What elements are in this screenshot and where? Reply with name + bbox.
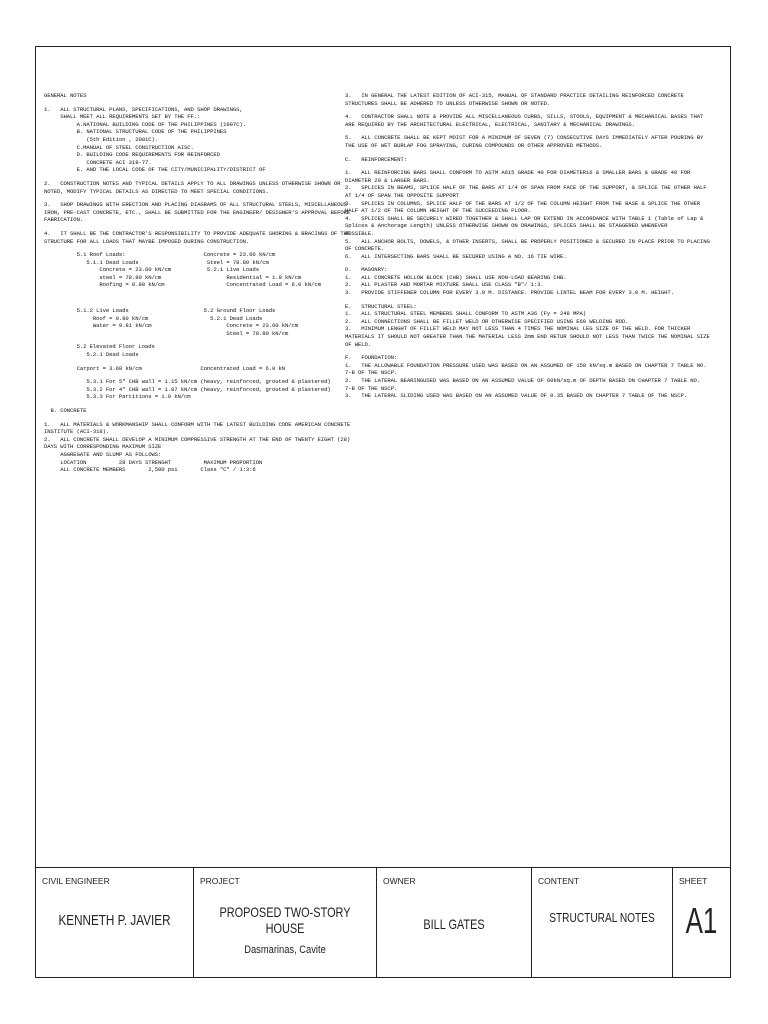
note-line: 1. ALL STRUCTURAL STEEL MEMBERS SHALL CONFORM TO ASTM A36 (Fy = 248 MPA) [345,310,587,318]
note-line: Splices & Anchorage Length) UNLESS OTHERWISE SHOWN ON DRAWINGS, SPLICES SHALL BE STAGGERED WHENEVER [345,222,668,230]
note-line: Steel = 78.80 kN/cm [44,329,289,337]
note-line: 1. THE ALLOWABLE FOUNDATION PRESSURE USED WAS BASED ON AN ASSUMED OF 150 kN/sq.m BASED ON CHAPTER 7 TABLE NO. [345,361,707,369]
note-line: 6. ALL INTERSECTING BARS SHALL BE SECURED USING A NO. 16 TIE WIRE. [345,252,567,260]
note-line: CONCRETE ACI 318-77. [44,158,152,166]
civil-engineer-cell [36,868,194,978]
note-line: A.NATIONAL BUILDING CODE OF THE PHILIPPINES (1997C). [44,120,246,128]
note-line: Roof = 0.80 kN/cm 5.2.1 Dead Loads [44,314,263,322]
note-line: 3. IN GENERAL THE LATEST EDITION OF ACI-315, MANUAL OF STANDARD PRACTICE DETAILING REINFORCED CONCRETE [345,92,684,99]
note-line: 5.1.1 Dead Loads Steel = 78.80 kN/cm [44,258,269,266]
sheet-number: A1 [685,900,718,941]
note-line: 4. IT SHALL BE THE CONTRACTOR'S RESPONSIBILITY TO PROVIDE ADEQUATE SHORING & BRACINGS OF THE [44,229,351,237]
note-line: 2. ALL CONNECTIONS SHALL BE FILLET WELD OR OTHERWISE SPECIFIED USING E60 WELDING ROD. [345,317,629,325]
sheet-label: SHEET [679,876,708,886]
note-line: E. AND THE LOCAL CODE OF THE CITY/MUNICIPALITY/DISTRICT OF [44,166,266,174]
owner-cell [377,868,532,978]
note-line: AT 1/4 OF SPAN THE OPPOSITE SUPPORT [345,191,459,199]
note-line: 5.3.3 For Partitions = 1.0 kN/cm [44,393,191,401]
note-line: 5.1.2 Live Loads 5.2 Ground Floor Loads [44,307,276,315]
note-line: B. NATIONAL STRUCTURAL CODE OF THE PHILIPPINES [44,128,227,136]
note-line: 4. SPLICES SHALL BE SECURELY WIRED TOGETHER & SHALL LAP OR EXTEND IN ACCORDANCE WITH TABLE 1 (Table of Lap & [345,214,704,222]
owner-label: OWNER [383,876,416,886]
note-line: OF CONCRETE. [345,245,385,253]
note-line: GENERAL NOTES [44,92,87,99]
note-line: steel = 78.80 kN/cm Residential = 1.9 kN/cm [44,273,302,281]
note-line: 2. ALL PLASTER AND MORTAR MIXTURE SHALL USE CLASS "B"/ 1:3. [345,281,544,289]
project-name: PROPOSED TWO-STORY HOUSE [219,904,351,936]
note-line: 2. THE LATERAL BEARINGUSED WAS BASED ON AN ASSUMED VALUE OF 60kN/sq.m OF DEPTH BASED ON CHAPTER 7 TABLE NO. [345,377,700,384]
note-line: 7-B OF THE NSCP. [345,369,398,377]
note-line: 7-B OF THE NSCP. [345,384,398,392]
note-line: DAYS WITH CORRESPONDING MAXIMUM SIZE [44,443,162,451]
note-line: 4. CONTRACTOR SHALL NOTE & PROVIDE ALL MISCELLANEOUS CURBS, SILLS, STOOLS, EQUIPMENT & MECHANICAL BASES THAT [345,113,704,121]
note-line: 5.3.1 For 5" CHB wall = 1.15 kN/cm (heavy, reinforced, grouted & plastered) [44,378,331,386]
note-line: D. MASONRY: [345,266,388,274]
sheet-cell [673,868,730,978]
note-line: FABRICATION. [44,216,84,224]
note-line: 3. PROVIDE STIFFENER COLUMN FOR EVERY 3.0 M. DISTANCE. PROVIDE LINTEL BEAM FOR EVERY 3.0 M. HEIGHT. [345,289,674,297]
note-line: Water = 9.81 kN/cm Concrete = 23.60 kN/cm [44,322,299,330]
note-line: LOCATION 28 DAYS STRENGHT MAXIMUM PROPORTION [44,458,263,466]
note-line: 1. ALL REINFORCING BARS SHALL CONFORM TO ASTM A615 GRADE 40 FOR DIAMETER16 & SMALLER BARS & GRADE 40 FOR [345,169,691,177]
note-line: B. CONCRETE [44,407,87,414]
note-line: 2. ALL CONCRETE SHALL DEVELOP A MINIMUM COMPRESSIVE STRENGTH AT THE END OF TWENTY EIGHT (28) [44,435,351,443]
note-line: 5.1 Roof Loads: Concrete = 23.60 kN/cm [44,251,276,259]
note-line: 3. SHOP DRAWINGS WITH ERECTION AND PLACING DIAGRAMS OF ALL STRUCTURAL STEELS, MISCELLANEOUS [44,201,347,209]
note-line: Carport = 3.60 kN/cm Concentrated Load = 6.0 kN [44,364,286,372]
note-line: 1. ALL MATERIALS & WORKMANSHIP SHALL CONFORM WITH THE LATEST BUILDING CODE AMERICAN CONCRETE [44,420,351,428]
note-line: HALF AT 1/2 OF THE COLUMN HEIGHT OF THE SUCCEEDING FLOOR. [345,207,531,215]
note-line: 2. SPLICES IN BEAMS, SPLICE HALF OF THE BARS AT 1/4 OF SPAN FROM FACE OF THE SUPPORT, & SPLICE THE OTHER HALF [345,184,707,192]
notes-column-left [44,92,351,474]
note-line: C. REINFORCEMENT: [345,155,407,163]
note-line: AGGREGATE AND SLUMP AS FOLLOWS: [44,450,162,458]
note-line: 1. ALL CONCRETE HOLLOW BLOCK (CHB) SHALL USE NON-LOAD BEARING CHB. [345,273,567,281]
note-line: DIAMETER 20 & LARGER BARS. [345,176,430,184]
title-block [36,867,730,978]
note-line: POSSIBLE. [345,229,375,237]
note-line: 1. ALL STRUCTURAL PLANS, SPECIFICATIONS, AND SHOP DRAWINGS, [44,105,243,113]
note-line: 5. ALL CONCRETE SHALL BE KEPT MOIST FOR A MINIMUM OF SEVEN (7) CONSECUTIVE DAYS IMMEDIATELY AFTER POURING BY [345,134,704,142]
notes-column-right [345,92,710,400]
owner-name: BILL GATES [423,916,485,932]
note-line: OF WELD. [345,340,372,348]
note-line: 3. MINIMUM LENGHT OF FILLET WELD MAY NOT LESS THAN 4 TIMES THE NOMINAL LEG SIZE OF THE WELD. FOR THICKER [345,325,691,333]
note-line: 3. THE LATERAL SLIDING USED WAS BASED ON AN ASSUMED VALUE OF 0.35 BASED ON CHAPTER 7 TABLE OF THE NSCP. [345,392,687,400]
note-line: MATERIALS IT SHOULD NOT GREATER THAN THE MATERIAL LESS 2mm END RETUR SHOULD NOT LESS THAN TWICE THE NOMINAL SIZE [345,333,710,341]
content-cell [532,868,673,978]
note-line: D. BUILDING CODE REQUIREMENTS FOR REINFORCED [44,151,220,159]
note-line: 5. ALL ANCHOR BOLTS, DOWELS, & OTHER INSERTS, SHALL BE PROPERLY POSITIONED & SECURED IN PLACE PRIOR TO PLACING [345,237,710,245]
note-line: THE USE OF WET BURLAP FOG SPRAYING, CURING COMPOUNDS OR OTHER APPROVED METHODS. [345,141,603,149]
note-line: NOTED, MODIFY TYPICAL DETAILS AS DIRECTED TO MEET SPECIAL CONDITIONS. [44,187,269,195]
note-line: SHALL MEET ALL REQUIREMENTS SET BY THE FF.: [44,113,201,121]
note-line: STRUCTURES SHALL BE ADHERED TO UNLESS OTHERWISE SHOWN OR NOTED. [345,99,551,107]
note-line: C.MANUAL OF STEEL CONSTRUCTION AISC. [44,143,194,151]
note-line: 5.3.2 For 4" CHB wall = 1.87 kN/cm (heavy, reinforced, grouted & plastered) [44,385,331,393]
note-line: IRON, PRE-CAST CONCRETE, ETC., SHALL BE SUBMITTED FOR THE ENGINEER/ DESIGNER'S APPROVAL BEFORE [44,208,351,216]
content-value: STRUCTURAL NOTES [549,910,655,925]
civil-engineer-label: CIVIL ENGINEER [42,876,110,886]
note-line: 5.2.1 Dead Loads [44,351,139,359]
note-line: 5.2 Elevated Floor Loads [44,343,155,351]
note-line: ARE REQUIRED BY THE ARCHITECTURAL ELECTRICAL, ELECTRICAL, SANITARY & MECHANICAL DRAWINGS. [345,120,635,128]
project-cell [194,868,377,978]
note-line: 3. SPLICES IN COLUMNS, SPLICE HALF OF THE BARS AT 1/2 OF THE COLUMN HEIGHT FROM THE BASE & SPLICE THE OTHER [345,199,700,207]
project-location: Dasmarinas, Cavite [244,944,326,956]
note-line: ALL CONCRETE MEMBERS 2,500 psi Class "C" / 1:3:6 [44,466,256,474]
content-label: CONTENT [538,876,580,886]
note-line: Concrete = 23.60 kN/cm 5.2.1 Live Loads [44,266,259,274]
note-line: (5th Edition , 2001C). [44,135,158,143]
note-line: F. FOUNDATION: [345,354,398,362]
note-line: STRUCTURE FOR ALL LOADS THAT MAYBE IMPOSED DURING CONSTRUCTION. [44,237,250,245]
note-line: Roofing = 0.88 kN/cm Concentrated Load = 6.0 kN/cm [44,281,321,289]
note-line: E. STRUCTURAL STEEL: [345,302,417,310]
note-line: 2. CONSTRUCTION NOTES AND TYPICAL DETAILS APPLY TO ALL DRAWINGS UNLESS OTHERWISE SHOWN OR [44,179,341,187]
project-label: PROJECT [200,876,240,886]
note-line: INSTITUTE (ACI-318). [44,428,110,436]
civil-engineer-name: KENNETH P. JAVIER [58,912,171,929]
